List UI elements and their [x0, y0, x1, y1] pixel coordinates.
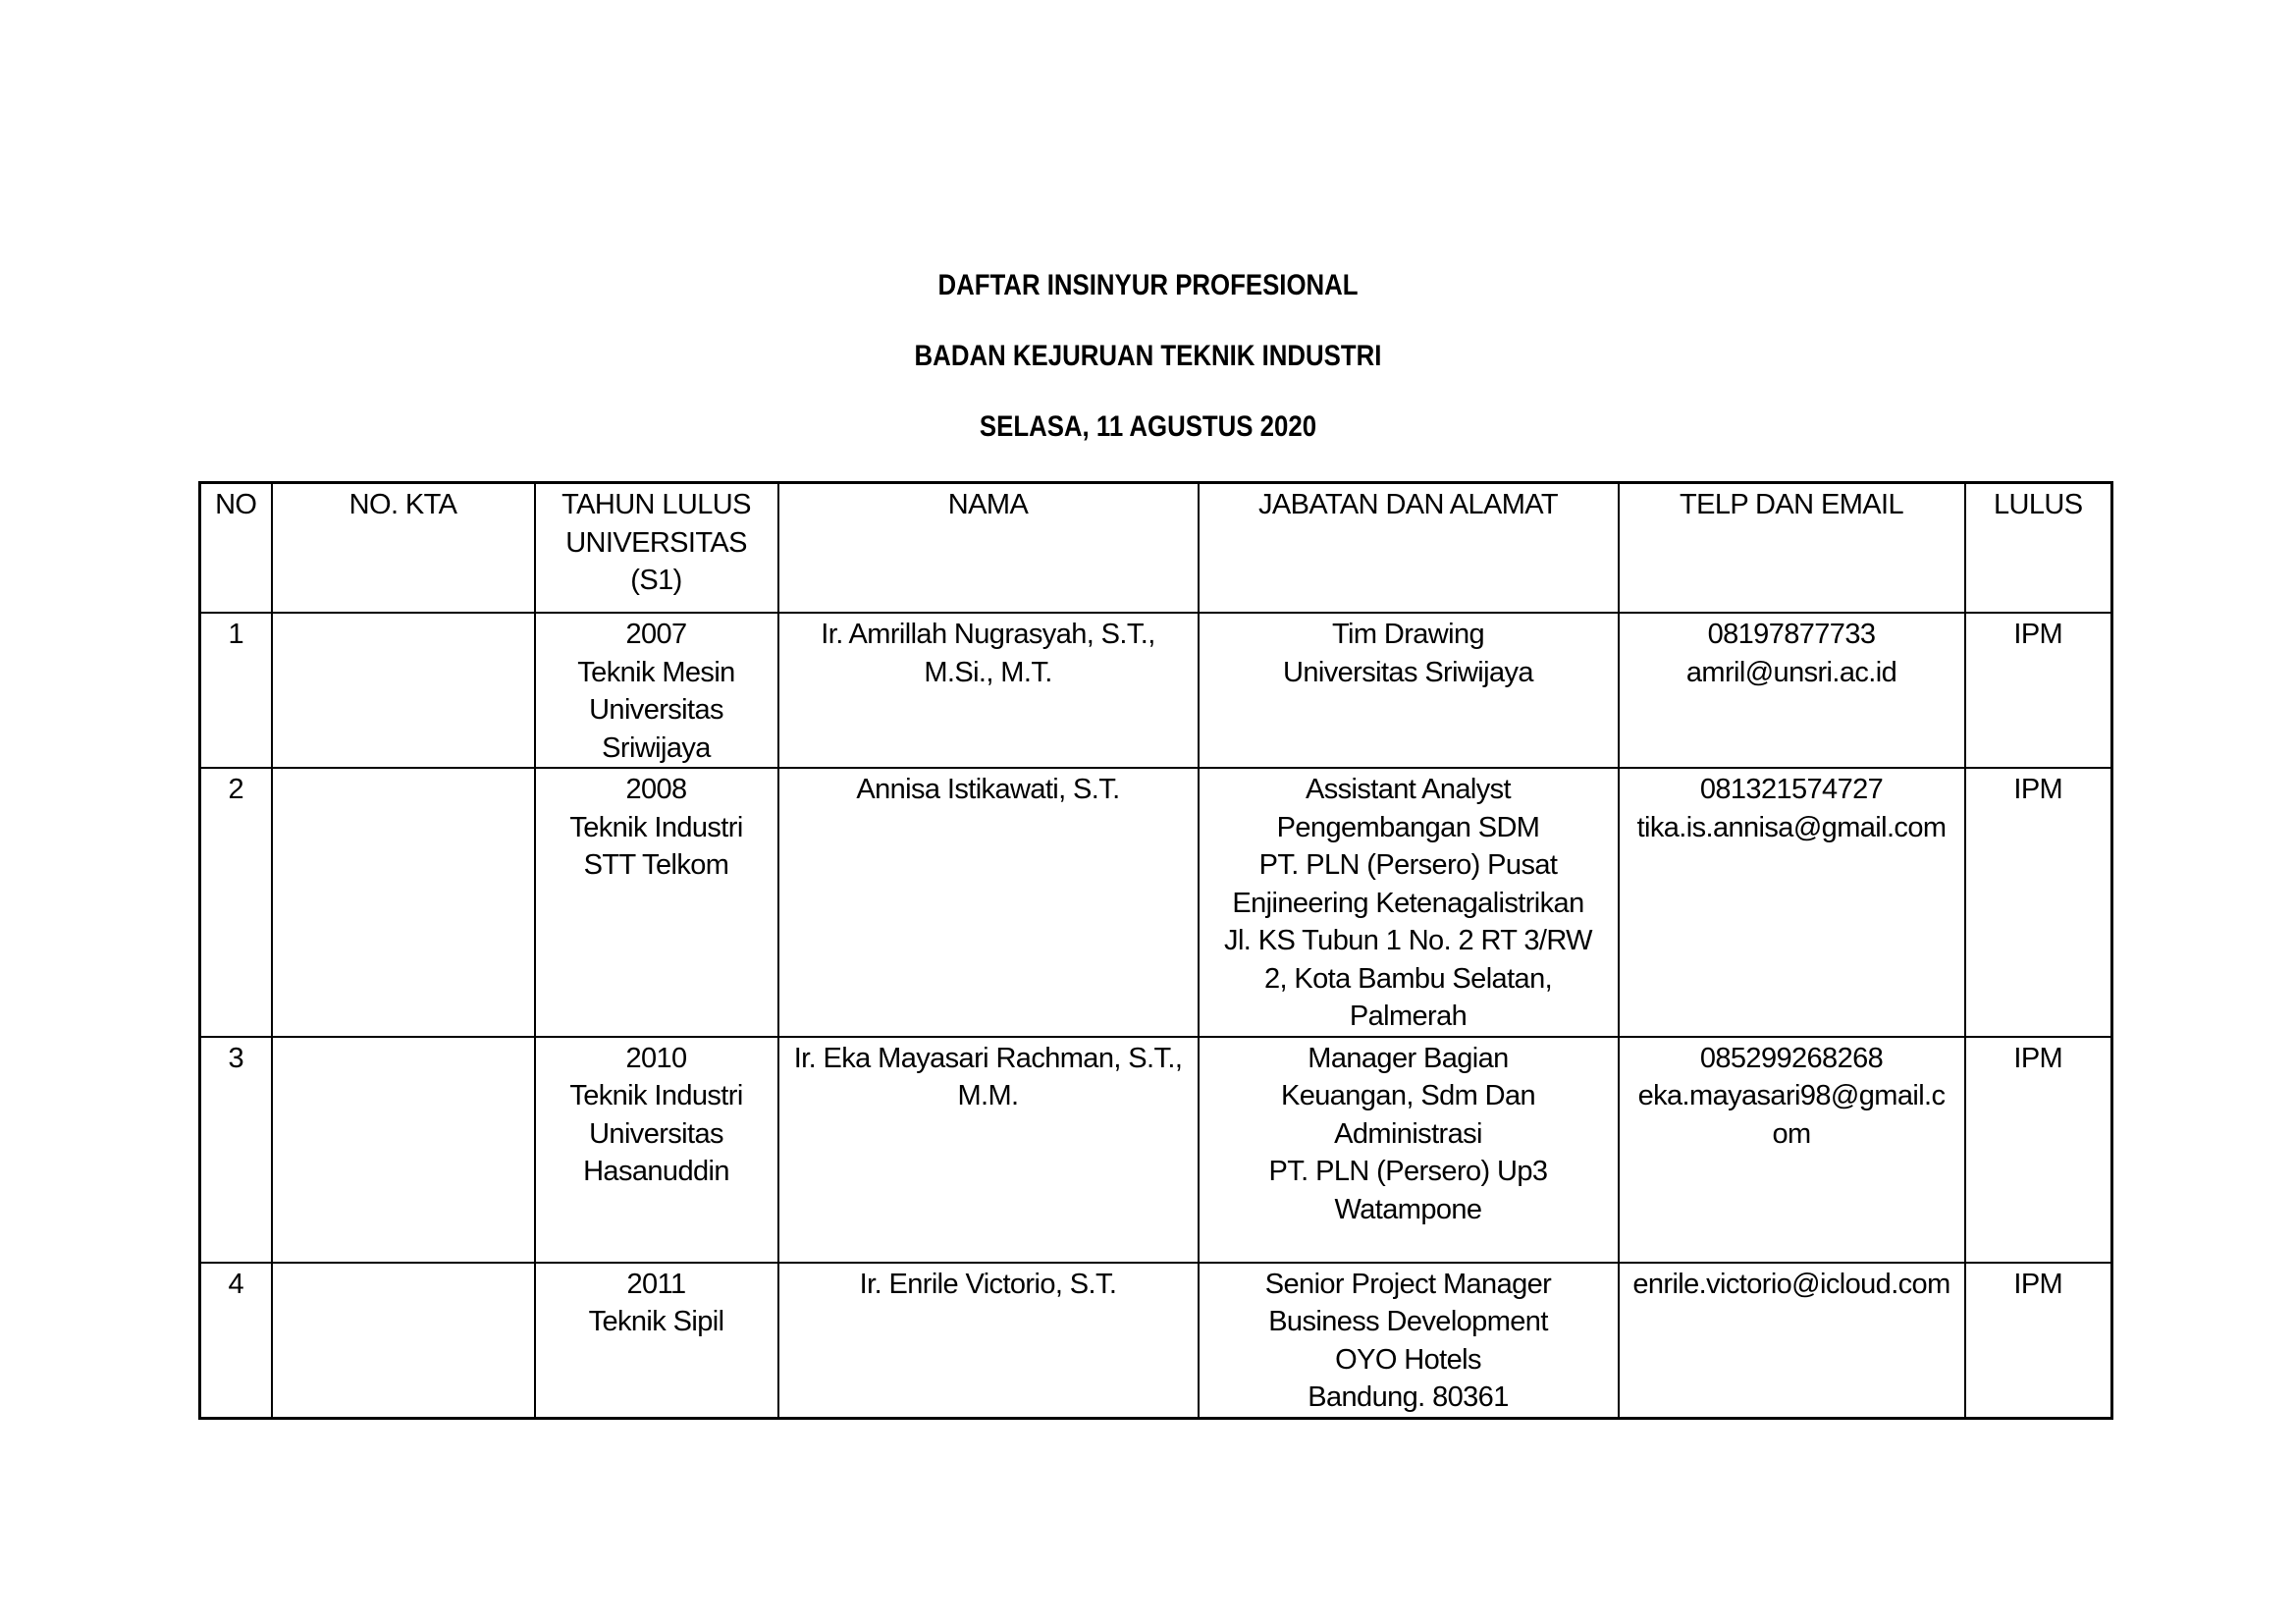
engineer-table [198, 481, 2113, 1420]
cell-jabatan-line: PT. PLN (Persero) Pusat [1258, 849, 1558, 881]
cell-tahun-lulus-line: Universitas [589, 1117, 723, 1150]
header-nama: NAMA [778, 483, 1199, 614]
cell-tahun-lulus-line: Sriwijaya [602, 731, 711, 764]
cell-tahun-lulus [535, 613, 778, 768]
cell-telp-email-line: amril@unsri.ac.id [1685, 656, 1897, 688]
cell-tahun-lulus-line: 2010 [625, 1042, 687, 1074]
cell-jabatan-line: OYO Hotels [1335, 1343, 1481, 1376]
cell-no: 2 [200, 768, 272, 1037]
cell-no: 1 [200, 613, 272, 768]
cell-telp-email-line: 081321574727 [1699, 774, 1884, 805]
cell-jabatan-line: 2, Kota Bambu Selatan, [1263, 962, 1553, 995]
table-row [200, 1263, 2112, 1419]
document-date: SELASA, 11 AGUSTUS 2020 [979, 410, 1317, 443]
cell-nama-line: M.Si., M.T. [924, 656, 1052, 688]
cell-tahun-lulus-line: 2011 [626, 1268, 686, 1300]
table-header-row [200, 483, 2112, 614]
cell-telp-email [1619, 1263, 1965, 1419]
cell-jabatan-line: PT. PLN (Persero) Up3 [1268, 1156, 1548, 1187]
cell-nama [778, 768, 1199, 1037]
cell-tahun-lulus-line: 2007 [625, 619, 687, 650]
cell-tahun-lulus-line: Teknik Industri [569, 1080, 743, 1111]
cell-tahun-lulus [535, 1037, 778, 1263]
document-subtitle: BADAN KEJURUAN TEKNIK INDUSTRI [914, 340, 1382, 372]
cell-no: 3 [200, 1037, 272, 1263]
cell-telp-email [1619, 1037, 1965, 1263]
cell-nama-line: Ir. Amrillah Nugrasyah, S.T., [821, 619, 1155, 650]
cell-jabatan-line: Tim Drawing [1331, 619, 1485, 650]
cell-jabatan-line: Business Development [1268, 1306, 1548, 1337]
cell-tahun-lulus-line: Teknik Industri [569, 811, 743, 843]
cell-jabatan-line: Pengembangan SDM [1276, 811, 1540, 843]
cell-tahun-lulus-line: Teknik Sipil [588, 1306, 724, 1337]
cell-telp-email-line: eka.mayasari98@gmail.c [1637, 1080, 1946, 1111]
header-jabatan: JABATAN DAN ALAMAT [1199, 483, 1619, 614]
cell-tahun-lulus [535, 768, 778, 1037]
cell-lulus: IPM [1965, 768, 2112, 1037]
cell-jabatan [1199, 1263, 1619, 1419]
header-tahun-line: TAHUN LULUS [561, 489, 751, 520]
document-title: DAFTAR INSINYUR PROFESIONAL [937, 269, 1359, 301]
cell-jabatan [1199, 768, 1619, 1037]
cell-nama-line: Ir. Enrile Victorio, S.T. [859, 1268, 1117, 1300]
cell-jabatan-line: Palmerah [1349, 1001, 1468, 1032]
cell-jabatan-line: Assistant Analyst [1305, 774, 1511, 805]
cell-jabatan-line: Administrasi [1334, 1117, 1482, 1150]
header-tahun-line: (S1) [630, 565, 682, 596]
table-row [200, 1037, 2112, 1263]
cell-jabatan [1199, 1037, 1619, 1263]
cell-no-kta [272, 1263, 535, 1419]
cell-tahun-lulus-line: STT Telkom [583, 849, 729, 881]
table-row [200, 613, 2112, 768]
header-tahun-line: UNIVERSITAS [565, 526, 747, 559]
cell-telp-email-line: om [1772, 1117, 1811, 1150]
cell-telp-email-line: enrile.victorio@icloud.com [1632, 1268, 1950, 1300]
cell-jabatan [1199, 613, 1619, 768]
cell-tahun-lulus-line: 2008 [625, 774, 687, 805]
header-tahun-lulus [535, 483, 778, 614]
header-no-kta: NO. KTA [272, 483, 535, 614]
cell-no: 4 [200, 1263, 272, 1419]
cell-nama-line: M.M. [957, 1080, 1019, 1111]
cell-nama [778, 1263, 1199, 1419]
cell-nama-line: Annisa Istikawati, S.T. [856, 774, 1120, 805]
cell-jabatan-line: Universitas Sriwijaya [1283, 656, 1533, 688]
cell-lulus: IPM [1965, 1263, 2112, 1419]
cell-telp-email [1619, 768, 1965, 1037]
cell-jabatan-line: Keuangan, Sdm Dan [1280, 1080, 1536, 1111]
cell-tahun-lulus [535, 1263, 778, 1419]
cell-tahun-lulus-line: Hasanuddin [583, 1156, 729, 1187]
cell-tahun-lulus-line: Teknik Mesin [577, 656, 735, 688]
table-row [200, 768, 2112, 1037]
cell-tahun-lulus-line: Universitas [589, 694, 723, 726]
cell-jabatan-line: Enjineering Ketenagalistrikan [1232, 887, 1584, 919]
header-no: NO [200, 483, 272, 614]
header-lulus: LULUS [1965, 483, 2112, 614]
cell-jabatan-line: Watampone [1334, 1193, 1482, 1225]
cell-telp-email-line: tika.is.annisa@gmail.com [1636, 811, 1947, 843]
cell-nama [778, 613, 1199, 768]
cell-no-kta [272, 768, 535, 1037]
cell-telp-email-line: 085299268268 [1699, 1042, 1884, 1074]
cell-jabatan-line: Bandung. 80361 [1308, 1381, 1509, 1413]
cell-jabatan-line: Manager Bagian [1308, 1042, 1509, 1074]
cell-lulus: IPM [1965, 613, 2112, 768]
cell-telp-email-line: 08197877733 [1707, 619, 1876, 650]
cell-no-kta [272, 613, 535, 768]
cell-lulus: IPM [1965, 1037, 2112, 1263]
cell-nama [778, 1037, 1199, 1263]
cell-nama-line: Ir. Eka Mayasari Rachman, S.T., [793, 1042, 1183, 1074]
cell-jabatan-line: Senior Project Manager [1264, 1268, 1552, 1300]
cell-jabatan-line: Jl. KS Tubun 1 No. 2 RT 3/RW [1224, 925, 1592, 956]
header-telp: TELP DAN EMAIL [1619, 483, 1965, 614]
engineer-table-container [198, 481, 2110, 1420]
cell-no-kta [272, 1037, 535, 1263]
cell-telp-email [1619, 613, 1965, 768]
